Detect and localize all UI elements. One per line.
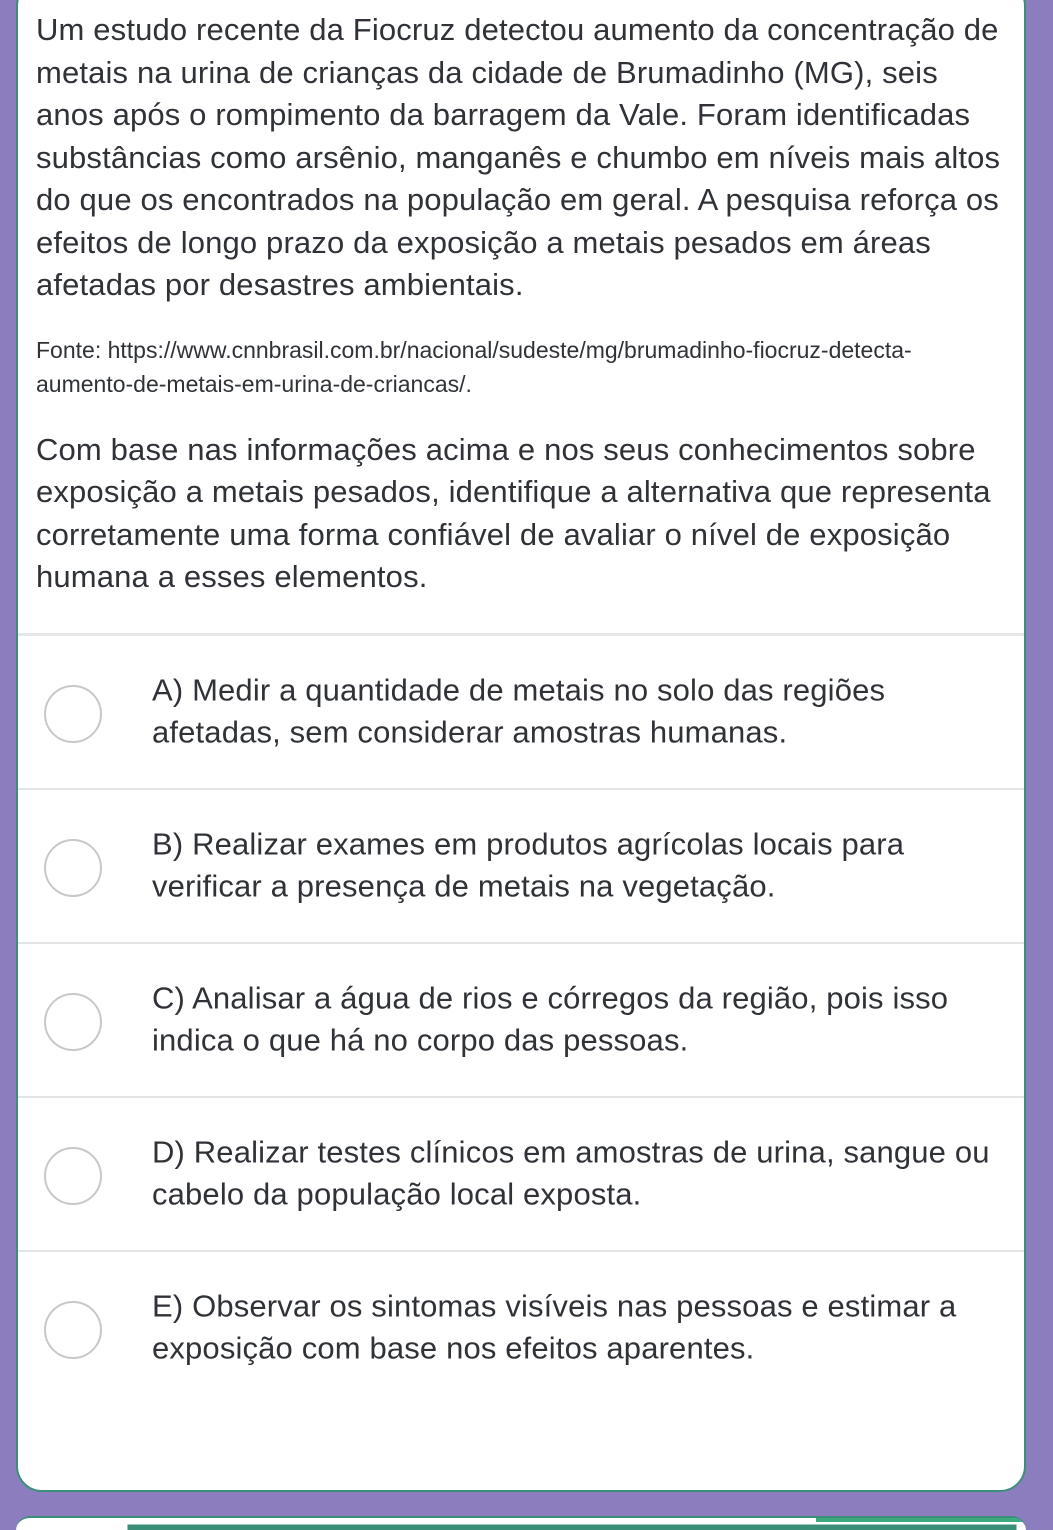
answer-options [18,636,1024,1404]
option-c[interactable] [18,944,1024,1098]
option-label[interactable]: B) Realizar exames em produtos agrícolas locais para verificar a presença de metais na vegetação. [152,826,905,904]
radio-button-icon[interactable] [44,1147,102,1205]
option-b[interactable] [18,790,1024,944]
question-prompt: Com base nas informações acima e nos seus conhecimentos sobre exposição a metais pesados, identifique a alternativa que representa corretamente uma forma confiável de avaliar o nível de exposição humana a esses elementos. [36,431,991,594]
context-paragraph: Um estudo recente da Fiocruz detectou aumento da concentração de metais na urina de crianças da cidade de Brumadinho (MG), seis anos após o rompimento da barragem da Vale. Foram identificadas substâncias como arsênio, manganês e chumbo em níveis mais altos do que os encontrados na população em geral. A pesquisa reforça os efeitos de longo prazo da exposição a metais pesados em áreas afetadas por desastres ambientais. [36,12,1001,302]
radio-button-icon[interactable] [44,839,102,897]
radio-button-icon[interactable] [44,685,102,743]
option-label[interactable]: D) Realizar testes clínicos em amostras de urina, sangue ou cabelo da população local exposta. [152,1134,990,1212]
radio-button-icon[interactable] [44,1301,102,1359]
option-e[interactable] [18,1252,1024,1404]
option-label[interactable]: C) Analisar a água de rios e córregos da região, pois isso indica o que há no corpo das pessoas. [152,980,949,1058]
option-label[interactable]: E) Observar os sintomas visíveis nas pessoas e estimar a exposição com base nos efeitos aparentes. [152,1288,957,1366]
radio-button-icon[interactable] [44,993,102,1051]
source-citation: Fonte: https://www.cnnbrasil.com.br/nacional/sudeste/mg/brumadinho-fiocruz-detecta-aumento-de-metais-em-urina-de-criancas/. [36,336,912,397]
next-card-edge [16,1516,1026,1530]
progress-accent [816,1518,1026,1522]
option-label[interactable]: A) Medir a quantidade de metais no solo das regiões afetadas, sem considerar amostras humanas. [152,672,886,750]
question-card [16,0,1026,1492]
option-d[interactable] [18,1098,1024,1252]
question-content [18,2,1024,1404]
option-a[interactable] [18,636,1024,790]
